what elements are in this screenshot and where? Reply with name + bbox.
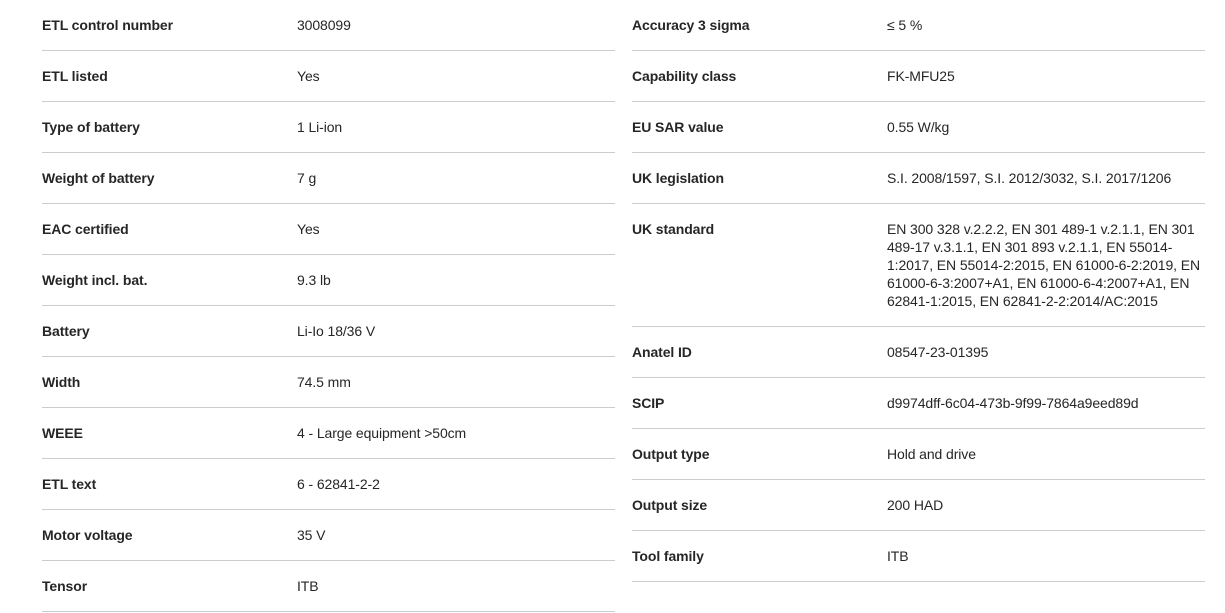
spec-value: EN 300 328 v.2.2.2, EN 301 489-1 v.2.1.1, EN 301 489-17 v.3.1.1, EN 301 893 v.2.1.1, EN 55014-1:2017, EN 55014-2:2015, EN 61000-6-2:2019, EN 61000-6-3:2007+A1, EN 61000-6-4:2007+A1, EN 62841-1:2015, EN 62841-2-2:2014/AC:2015	[887, 221, 1200, 309]
table-row	[632, 531, 1205, 582]
spec-value: Yes	[297, 221, 320, 237]
spec-value: 7 g	[297, 170, 317, 186]
spec-value: 6 - 62841-2-2	[297, 476, 380, 492]
table-row	[42, 51, 615, 102]
spec-value: 9.3 lb	[297, 272, 331, 288]
table-row	[42, 357, 615, 408]
spec-value: Yes	[297, 68, 320, 84]
table-row	[42, 459, 615, 510]
table-row	[42, 0, 615, 51]
spec-value: 1 Li-ion	[297, 119, 343, 135]
table-row	[632, 102, 1205, 153]
spec-label: UK legislation	[632, 170, 724, 186]
table-row	[42, 255, 615, 306]
spec-label: Tensor	[42, 578, 88, 594]
spec-value: 4 - Large equipment >50cm	[297, 425, 467, 441]
spec-label: EU SAR value	[632, 119, 724, 135]
spec-value: 35 V	[297, 527, 326, 543]
spec-label: Type of battery	[42, 119, 140, 135]
spec-label: Weight of battery	[42, 170, 155, 186]
spec-value: ITB	[297, 578, 319, 594]
spec-value: FK-MFU25	[887, 68, 955, 84]
table-row	[632, 480, 1205, 531]
table-row	[632, 153, 1205, 204]
spec-label: Weight incl. bat.	[42, 272, 148, 288]
spec-value: 3008099	[297, 17, 351, 33]
spec-value: ≤ 5 %	[887, 17, 923, 33]
table-row	[632, 51, 1205, 102]
table-row	[42, 561, 615, 612]
table-row	[42, 408, 615, 459]
spec-label: Battery	[42, 323, 90, 339]
spec-label: Width	[42, 374, 81, 390]
spec-value: Hold and drive	[887, 446, 976, 462]
spec-label: WEEE	[42, 425, 83, 441]
table-row	[632, 378, 1205, 429]
spec-label: UK standard	[632, 221, 715, 237]
table-row	[632, 0, 1205, 51]
spec-label: EAC certified	[42, 221, 129, 237]
spec-label: SCIP	[632, 395, 665, 411]
table-row	[42, 306, 615, 357]
spec-label: Output type	[632, 446, 710, 462]
table-row	[42, 510, 615, 561]
table-row	[632, 204, 1205, 327]
spec-label: Tool family	[632, 548, 704, 564]
table-row	[42, 153, 615, 204]
table-row	[632, 429, 1205, 480]
spec-value: 74.5 mm	[297, 374, 351, 390]
spec-value: ITB	[887, 548, 909, 564]
spec-value: d9974dff-6c04-473b-9f99-7864a9eed89d	[887, 395, 1139, 411]
spec-label: ETL text	[42, 476, 97, 492]
spec-label: Anatel ID	[632, 344, 692, 360]
spec-table-right	[632, 0, 1205, 612]
spec-value: 200 HAD	[887, 497, 944, 513]
spec-table-left	[42, 0, 615, 612]
spec-label: ETL listed	[42, 68, 108, 84]
spec-label: Output size	[632, 497, 708, 513]
table-row	[632, 327, 1205, 378]
spec-label: Capability class	[632, 68, 737, 84]
table-row	[42, 204, 615, 255]
spec-value: 08547-23-01395	[887, 344, 989, 360]
spec-value: S.I. 2008/1597, S.I. 2012/3032, S.I. 2017/1206	[887, 170, 1172, 186]
spec-label: Motor voltage	[42, 527, 133, 543]
spec-value: Li-Io 18/36 V	[297, 323, 376, 339]
spec-label: Accuracy 3 sigma	[632, 17, 750, 33]
spec-label: ETL control number	[42, 17, 173, 33]
table-row	[42, 102, 615, 153]
spec-value: 0.55 W/kg	[887, 119, 950, 135]
